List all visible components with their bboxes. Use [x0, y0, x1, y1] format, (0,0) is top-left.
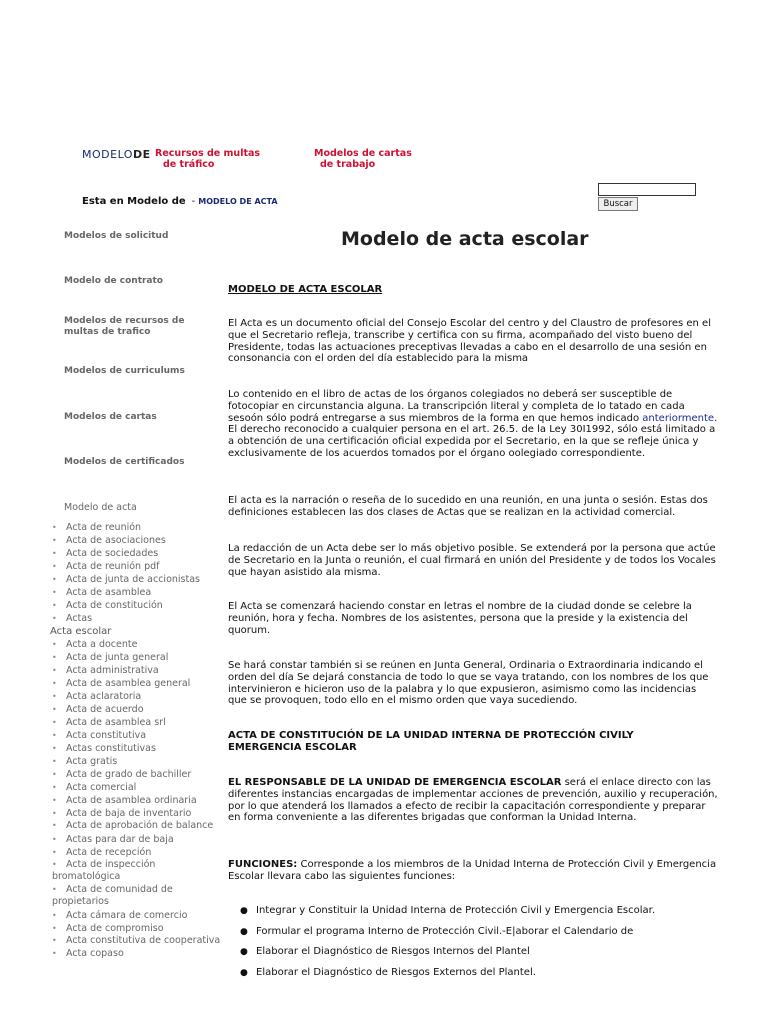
sidebar-item[interactable] [52, 547, 224, 560]
sidebar-category-solicitud[interactable]: Modelos de solicitud [64, 231, 169, 241]
sidebar-item[interactable] [52, 794, 224, 807]
logo-part-de: DE [132, 148, 151, 161]
sidebar-item[interactable] [52, 573, 224, 586]
sidebar-item-current [50, 625, 224, 638]
section-heading: MODELO DE ACTA ESCOLAR [228, 284, 383, 295]
paragraph-8-text: Corresponde a los miembros de la Unidad Interna de Protección Civil y Emergencia Escolar llevara cabo las siguientes funciones: [228, 859, 717, 882]
sidebar-item-label: Actas constitutivas [66, 743, 156, 754]
paragraph-1: El Acta es un documento oficial del Consejo Escolar del centro y del Claustro de profesores en el que el Secretario refleja, transcribe y certifica con su firma, acompañado del visto bueno del Presidente, todas las actuaciones preceptivas llevadas a cabo en el desarrollo de una sesión en consonancia con el orden del día establecido para la misma [228, 318, 711, 365]
sidebar-item[interactable] [52, 859, 224, 884]
sidebar-item[interactable] [52, 690, 224, 703]
breadcrumb-current[interactable]: MODELO DE ACTA [198, 197, 278, 206]
bullet-icon: ● [240, 926, 248, 937]
sidebar-item[interactable] [52, 586, 224, 599]
function-item [240, 905, 720, 917]
paragraph-2-text-a: Lo contenido en el libro de actas de los órganos colegiados no deberá ser susceptible de fotocopiar en circunstancia alguna. La transcripción literal y completa de lo tatado en cada sesoón sólo podrá entregarse a sus miembros de la forma en que hemos indicado [228, 389, 685, 424]
paragraph-2 [228, 389, 718, 460]
paragraph-7-text: será el enlace directo con las diferentes instancias encargadas de implementar acciones de prevención, auxilio y recuperación, por lo que atenderá los llamados a efecto de recibir la capacitación correspondiente y preparar en forma conveniente a las diferentes brigadas que conforman la Unidad Interna. [228, 777, 718, 824]
bullet-icon: • [52, 705, 57, 714]
function-item-label: Elaborar el Diagnóstico de Riesgos Internos del Plantel [256, 946, 530, 957]
bullet-icon: • [52, 692, 57, 701]
sidebar-item[interactable] [52, 947, 224, 960]
functions-list [240, 905, 720, 987]
sidebar-item-label: Acta de asamblea ordinaria [66, 795, 197, 806]
bullet-icon: • [52, 718, 57, 727]
sidebar-item-label: Acta aclaratoria [66, 691, 142, 702]
function-item-label: Formular el programa Interno de Protección Civil.-E|aborar el Calendario de [256, 925, 634, 937]
section-heading-2: ACTA DE CONSTITUCIÓN DE LA UNIDAD INTERNA DE PROTECCIÓN CIVILY EMERGENCIA ESCOLAR [228, 730, 634, 753]
sidebar-category-acta[interactable]: Modelo de acta [64, 502, 137, 513]
sidebar-item-label: Acta de aprobación de balance [66, 820, 214, 831]
bullet-icon: • [52, 847, 57, 857]
paragraph-3: El acta es la narración o reseña de lo sucedido en una reunión, en una junta o sesión. Estas dos definiciones establecen las dos clases de Actas que se realizan en la actividad comercial. [228, 495, 708, 518]
sidebar-category-certificados[interactable]: Modelos de certificados [64, 457, 185, 467]
sidebar-category-contrato[interactable]: Modelo de contrato [64, 276, 163, 286]
sidebar-item-label: Acta de junta general [66, 652, 169, 663]
sidebar-item-label: Acta administrativa [66, 665, 159, 676]
sidebar-category-curriculums[interactable]: Modelos de curriculums [64, 366, 185, 376]
bullet-icon: ● [240, 967, 248, 978]
bullet-icon: • [52, 809, 57, 818]
sidebar-item-label: Acta comercial [66, 782, 137, 793]
bullet-icon: • [52, 796, 57, 805]
bullet-icon: • [52, 562, 57, 571]
sidebar-item[interactable] [52, 612, 224, 625]
sidebar-item[interactable] [52, 560, 224, 573]
bullet-icon: • [52, 783, 57, 792]
bullet-icon: • [52, 588, 57, 597]
nav-link-line: de tráfico [163, 159, 215, 170]
bullet-icon: • [52, 653, 57, 662]
sidebar-item-label: Acta de constitución [66, 600, 163, 611]
bullet-icon: • [52, 935, 57, 945]
sidebar-item[interactable] [52, 884, 224, 909]
bullet-icon: ● [240, 906, 248, 916]
sidebar-item[interactable] [52, 651, 224, 664]
bullet-icon: • [52, 601, 57, 610]
sidebar-item[interactable] [52, 729, 224, 742]
sidebar-item[interactable] [52, 935, 224, 948]
sidebar-item-label: Acta de asamblea srl [66, 717, 166, 728]
logo-part-modelo: MODELO [82, 148, 133, 161]
nav-link-recursos-multas[interactable] [155, 148, 260, 170]
sidebar-item[interactable] [52, 846, 224, 859]
paragraph-8-bold: FUNCIONES: [228, 859, 298, 870]
sidebar-item-label: Acta cámara de comercio [66, 909, 188, 921]
paragraph-7-bold: EL RESPONSABLE DE LA UNIDAD DE EMERGENCIA ESCOLAR [228, 777, 562, 788]
paragraph-2-text-b: . El derecho reconocido a cualquier persona en el art. 26.5. de la Ley 30I1992, sólo está limitado a a obtención de una certificación oficial expedida por el Secretario, en la que se refleje única y exclusivamente de los acuerdos tomados por el órgano oolegiado correspondiente. [228, 412, 718, 459]
paragraph-7 [228, 777, 718, 824]
bullet-icon: • [52, 523, 57, 532]
bullet-icon: • [52, 910, 57, 920]
sidebar-item-label: Acta de grado de bachiller [66, 769, 192, 780]
bullet-icon: • [52, 834, 57, 844]
sidebar-item[interactable] [52, 742, 224, 755]
bullet-icon: ● [240, 947, 248, 957]
bullet-icon: • [52, 821, 57, 830]
sidebar-item-label: Acta de reunión pdf [66, 561, 160, 572]
breadcrumb [82, 196, 278, 207]
nav-link-line: Recursos de multas [155, 148, 261, 159]
nav-link-line: Modelos de cartas [314, 148, 412, 159]
sidebar-item-label: Acta de inspección bromatológica [52, 858, 156, 882]
function-item-label: Elaborar el Diagnóstico de Riesgos Externos del Plantel. [256, 966, 536, 978]
sidebar-item-label: Acta escolar [50, 626, 112, 637]
bullet-icon: • [52, 923, 57, 933]
page-title: Modelo de acta escolar [341, 228, 589, 250]
sidebar-item[interactable] [52, 768, 224, 781]
sidebar-item[interactable] [52, 922, 224, 935]
sidebar-item-label: Acta de acuerdo [66, 704, 144, 715]
anteriormente-link[interactable]: anteriormente [642, 412, 715, 424]
sidebar-item-label: Acta constitutiva de cooperativa [66, 934, 221, 946]
sidebar-item[interactable] [52, 909, 224, 922]
sidebar-acta-list [52, 521, 224, 960]
bullet-icon: • [52, 679, 57, 688]
function-item [240, 967, 720, 979]
function-item [240, 926, 720, 938]
sidebar-item[interactable] [52, 534, 224, 547]
bullet-icon: • [52, 666, 57, 675]
sidebar-item[interactable] [52, 664, 224, 677]
sidebar-item[interactable] [52, 807, 224, 820]
breadcrumb-separator: - [191, 196, 196, 207]
site-logo[interactable] [82, 148, 151, 161]
sidebar-item[interactable] [52, 755, 224, 768]
paragraph-6: Se hará constar también si se reúnen en Junta General, Ordinaria o Extraordinaria indicando el orden del día Se dejará constancia de todo lo que se vaya tratando, con los nombres de los que intervinieron e hicieron uso de la palabra y lo que expusieron, asimismo como las incidencias que se provoquen, todo ello en el mismo orden que vaya sucediendo. [228, 660, 709, 707]
sidebar-item-label: Acta de sociedades [66, 548, 159, 559]
paragraph-5: El Acta se comenzará haciendo constar en letras el nombre de Ia ciudad donde se celebre la reunión, hora y fecha. Nombres de los asistentes, persona que la preside y la existencia del quorum. [228, 601, 692, 636]
bullet-icon: • [52, 770, 57, 779]
sidebar-item[interactable] [52, 820, 224, 833]
sidebar-item-label: Actas [66, 613, 93, 624]
bullet-icon: • [52, 744, 57, 753]
search-button[interactable]: Buscar [598, 197, 638, 211]
function-item-label: Integrar y Constituir la Unidad Interna de Protección Civil y Emergencia Escolar. [256, 905, 655, 916]
nav-link-line: de trabajo [320, 159, 376, 170]
sidebar-item-label: Acta gratis [66, 756, 118, 767]
sidebar-category-cartas[interactable]: Modelos de cartas [64, 412, 157, 422]
bullet-icon: • [52, 614, 57, 623]
sidebar-item[interactable] [52, 677, 224, 690]
sidebar-item-label: Acta constitutiva [66, 730, 147, 741]
sidebar-item[interactable] [52, 833, 224, 846]
sidebar-item-label: Acta de compromiso [66, 922, 164, 934]
breadcrumb-prefix: Esta en Modelo de [82, 196, 186, 207]
sidebar-item-label: Acta de asamblea general [66, 678, 191, 689]
sidebar-item[interactable] [52, 703, 224, 716]
sidebar-item-label: Acta de asamblea [66, 587, 152, 598]
sidebar-item-label: Acta copaso [66, 948, 124, 959]
bullet-icon: • [52, 549, 57, 558]
bullet-icon: • [52, 640, 57, 649]
sidebar-item-label: Acta a docente [66, 639, 138, 650]
bullet-icon: • [52, 536, 57, 545]
sidebar-item-label: Acta de reunión [66, 522, 142, 533]
sidebar-item[interactable] [52, 781, 224, 794]
bullet-icon: • [52, 949, 57, 958]
bullet-icon: • [52, 859, 57, 869]
bullet-icon: • [52, 731, 57, 740]
sidebar-item-label: Actas para dar de baja [66, 833, 174, 845]
paragraph-4: La redacción de un Acta debe ser lo más objetivo posible. Se extenderá por la persona que actúe de Secretario en la Junta o reunión, el cual firmará en unión del Presidente y de todos los Vocales que hayan asistido ala misma. [228, 543, 716, 578]
bullet-icon: • [52, 884, 57, 894]
sidebar-item-label: Acta de recepción [66, 846, 152, 858]
paragraph-8 [228, 859, 718, 883]
bullet-icon: • [52, 757, 57, 766]
sidebar-item[interactable] [52, 638, 224, 651]
search-input[interactable] [598, 183, 696, 196]
sidebar-item[interactable] [52, 716, 224, 729]
sidebar-item-label: Acta de baja de inventario [66, 808, 192, 819]
function-item [240, 946, 720, 958]
nav-link-cartas-trabajo[interactable] [314, 148, 412, 170]
sidebar-item-label: Acta de asociaciones [66, 535, 166, 546]
sidebar-item[interactable] [52, 599, 224, 612]
sidebar-item[interactable] [52, 521, 224, 534]
sidebar-category-recursos[interactable]: Modelos de recursos de multas de trafico [64, 316, 185, 337]
sidebar-item-label: Acta de comunidad de propietarios [52, 883, 173, 907]
bullet-icon: • [52, 575, 57, 584]
sidebar-item-label: Acta de junta de accionistas [66, 574, 200, 585]
